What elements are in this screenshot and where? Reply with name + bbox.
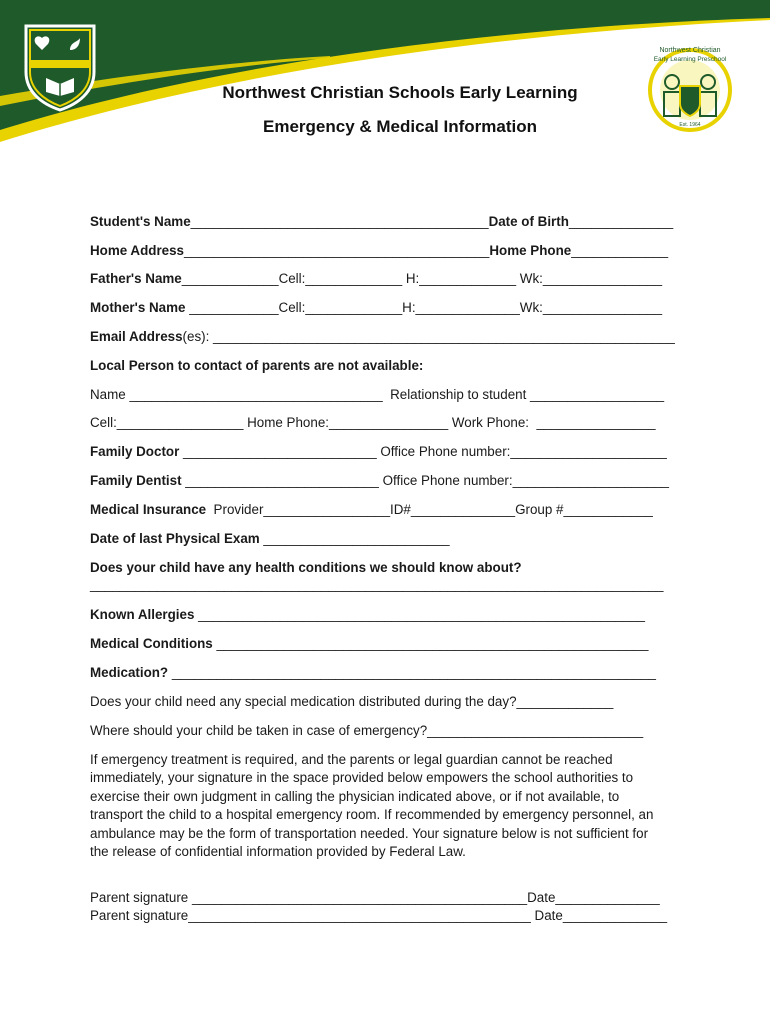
medical-conditions-row[interactable] <box>90 635 690 653</box>
emergency-destination-row[interactable]: Where should your child be taken in case of emergency?_____________________________ <box>90 723 644 738</box>
physical-exam-blank[interactable]: _________________________ <box>259 531 450 546</box>
allergies-blank[interactable]: ____________________________________________________________ <box>194 607 645 622</box>
preschool-badge-logo <box>640 42 740 134</box>
student-name-label: Student's Name <box>90 214 191 229</box>
badge-est-text: Est. 1964 <box>679 122 701 128</box>
mother-name-label: Mother's Name <box>90 300 186 315</box>
home-phone-label: Home Phone <box>489 243 572 258</box>
dentist-label: Family Dentist <box>90 473 182 488</box>
medication-blank[interactable]: _________________________________________________________________ <box>168 665 656 680</box>
medication-row[interactable] <box>90 664 690 682</box>
dob-blank[interactable]: ______________ <box>568 214 674 229</box>
father-name-label: Father's Name <box>90 271 182 286</box>
school-crest-logo <box>20 20 100 112</box>
local-contact-phones-row[interactable]: Cell:_________________ Home Phone:________________ Work Phone: ________________ <box>90 415 656 430</box>
email-label: Email Address <box>90 329 183 344</box>
page-subtitle: Emergency & Medical Information <box>263 117 537 136</box>
parent-signature-2[interactable]: Parent signature______________________________________________ Date______________ <box>90 908 668 923</box>
badge-top-text: Northwest Christian <box>659 47 721 54</box>
physical-exam-label: Date of last Physical Exam <box>90 531 260 546</box>
home-phone-blank[interactable]: _____________ <box>571 243 669 258</box>
page-title: Northwest Christian Schools Early Learning <box>222 83 578 102</box>
medical-conditions-label: Medical Conditions <box>90 636 213 651</box>
dentist-row[interactable] <box>90 472 690 490</box>
mother-row[interactable] <box>90 299 690 317</box>
doctor-row[interactable] <box>90 443 690 461</box>
health-conditions-question: Does your child have any health conditions we should know about? <box>90 560 522 575</box>
medication-label: Medication? <box>90 665 169 680</box>
local-contact-name-row[interactable]: Name __________________________________ Relationship to student __________________ <box>90 387 665 402</box>
consent-paragraph: If emergency treatment is required, and the parents or legal guardian cannot be reached immediately, your signature in the space provided below empowers the school authorities to exercise their own judgment in calling the physician indicated above, or if not available, to transport the child to a hospital emergency room. If recommended by emergency personnel, an ambulance may be the form of transportation needed. Your signature below is not sufficient for the release of confidential information provided by Federal Law. <box>90 752 654 860</box>
doctor-label: Family Doctor <box>90 444 180 459</box>
father-fields[interactable]: _____________Cell:_____________ H:_____________ Wk:________________ <box>181 271 663 286</box>
special-medication-row[interactable]: Does your child need any special medication distributed during the day?_____________ <box>90 694 614 709</box>
email-row[interactable] <box>90 328 690 346</box>
insurance-row[interactable] <box>90 501 690 519</box>
home-address-label: Home Address <box>90 243 185 258</box>
home-row[interactable] <box>90 242 690 260</box>
badge-bottom-text: Early Learning Preschool <box>653 56 727 63</box>
insurance-fields[interactable]: Provider_________________ID#______________Group #____________ <box>206 502 653 517</box>
parent-signature-1[interactable]: Parent signature _____________________________________________Date______________ <box>90 890 660 905</box>
dentist-fields[interactable]: __________________________ Office Phone number:_____________________ <box>181 473 670 488</box>
student-row[interactable] <box>90 213 690 231</box>
home-address-blank[interactable]: _________________________________________ <box>184 243 490 258</box>
medical-conditions-blank[interactable]: __________________________________________________________ <box>212 636 649 651</box>
physical-exam-row[interactable] <box>90 530 690 548</box>
email-blank[interactable]: (es): ______________________________________________________________ <box>182 329 675 344</box>
doctor-fields[interactable]: __________________________ Office Phone number:_____________________ <box>179 444 667 459</box>
local-contact-heading: Local Person to contact of parents are not available: <box>90 358 424 373</box>
allergies-row[interactable] <box>90 606 690 624</box>
mother-fields[interactable]: ____________Cell:_____________H:______________Wk:________________ <box>185 300 663 315</box>
health-conditions-blank[interactable]: _____________________________________________________________________________ <box>90 577 664 592</box>
father-row[interactable] <box>90 270 690 288</box>
insurance-label: Medical Insurance <box>90 502 207 517</box>
dob-label: Date of Birth <box>488 214 569 229</box>
allergies-label: Known Allergies <box>90 607 195 622</box>
student-name-blank[interactable]: ________________________________________ <box>190 214 489 229</box>
